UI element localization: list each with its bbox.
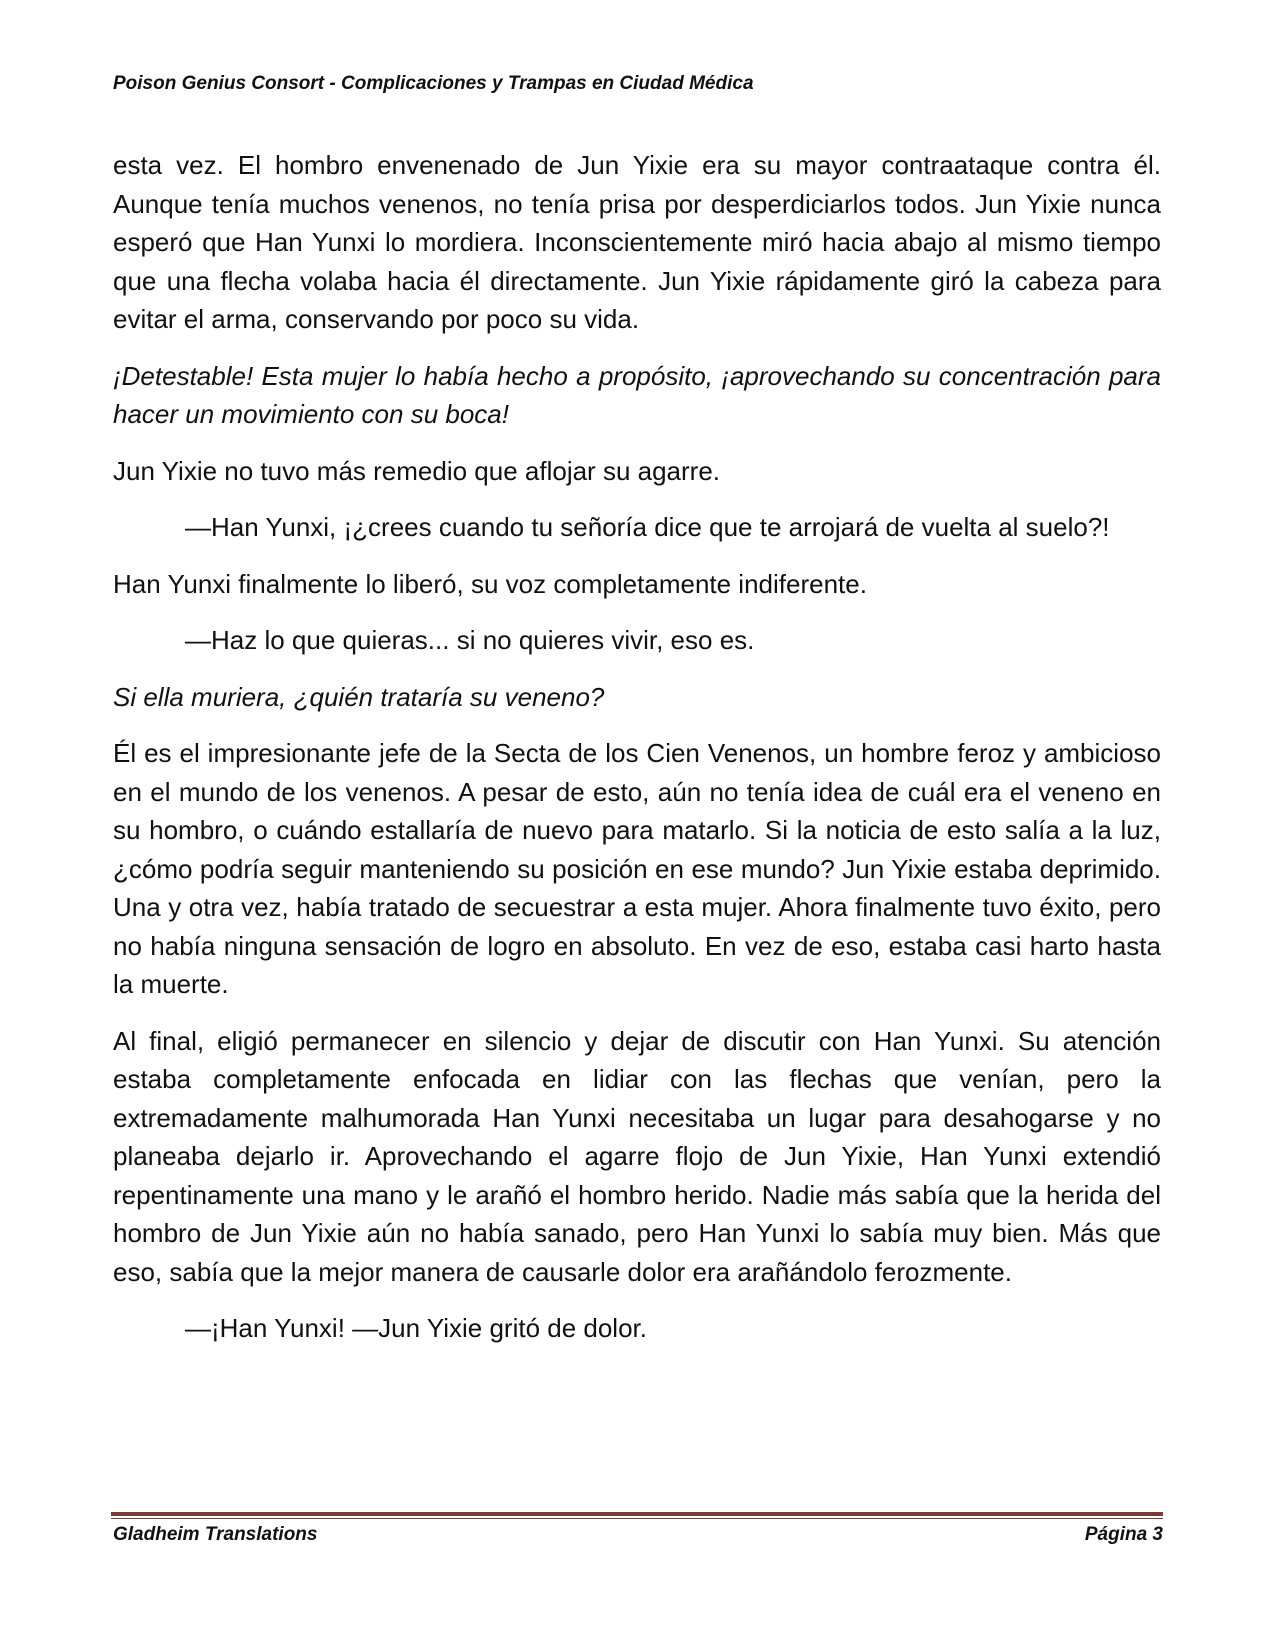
paragraph: Jun Yixie no tuvo más remedio que aflojar su agarre. [113, 455, 721, 486]
footer-publisher: Gladheim Translations [113, 1524, 318, 1545]
page-header: Poison Genius Consort - Complicaciones y Trampas en Ciudad Médica [113, 73, 754, 94]
paragraph: Él es el impresionante jefe de la Secta de los Cien Venenos, un hombre feroz y ambicioso en el mundo de los venenos. A pesar de esto, aún no tenía idea de cuál era el veneno en su hombro, o cuándo estallaría de nuevo para matarlo. Si la noticia de esto salía a la luz, ¿cómo podría seguir manteniendo su posición en ese mundo? Jun Yixie estaba deprimido. Una y otra vez, había tratado de secuestrar a esta mujer. Ahora finalmente tuvo éxito, pero no había ninguna sensación de logro en absoluto. En vez de eso, estaba casi harto hasta la muerte. [113, 738, 1161, 999]
paragraph-italic-thought: Si ella muriera, ¿quién trataría su veneno? [113, 681, 605, 712]
footer-divider [111, 1512, 1163, 1519]
paragraph-italic-thought: ¡Detestable! Esta mujer lo había hecho a propósito, ¡aprovechando su concentración para hacer un movimiento con su boca! [113, 360, 1161, 429]
paragraph: Al final, eligió permanecer en silencio y dejar de discutir con Han Yunxi. Su atención estaba completamente enfocada en lidiar con las flechas que venían, pero la extremadamente malhumorada Han Yunxi necesitaba un lugar para desahogarse y no planeaba dejarlo ir. Aprovechando el agarre flojo de Jun Yixie, Han Yunxi extendió repentinamente una mano y le arañó el hombro herido. Nadie más sabía que la herida del hombro de Jun Yixie aún no había sanado, pero Han Yunxi lo sabía muy bien. Más que eso, sabía que la mejor manera de causarle dolor era arañándolo ferozmente. [113, 1025, 1161, 1287]
footer-page-number: Página 3 [1084, 1524, 1163, 1545]
paragraph: esta vez. El hombro envenenado de Jun Yixie era su mayor contraataque contra él. Aunque tenía muchos venenos, no tenía prisa por desperdiciarlos todos. Jun Yixie nunca esperó que Han Yunxi lo mordiera. Inconscientemente miró hacia abajo al mismo tiempo que una flecha volaba hacia él directamente. Jun Yixie rápidamente giró la cabeza para evitar el arma, conservando por poco su vida. [113, 150, 1161, 334]
paragraph: Han Yunxi finalmente lo liberó, su voz completamente indiferente. [113, 568, 867, 599]
dialogue-line: —Haz lo que quieras... si no quieres vivir, eso es. [185, 625, 755, 655]
dialogue-line: —¡Han Yunxi! —Jun Yixie gritó de dolor. [185, 1313, 647, 1343]
footer-divider-thick [111, 1512, 1163, 1516]
footer-divider-thin [111, 1518, 1163, 1519]
dialogue-line: —Han Yunxi, ¡¿crees cuando tu señoría dice que te arrojará de vuelta al suelo?! [185, 512, 1110, 542]
document-body [113, 146, 1161, 1366]
